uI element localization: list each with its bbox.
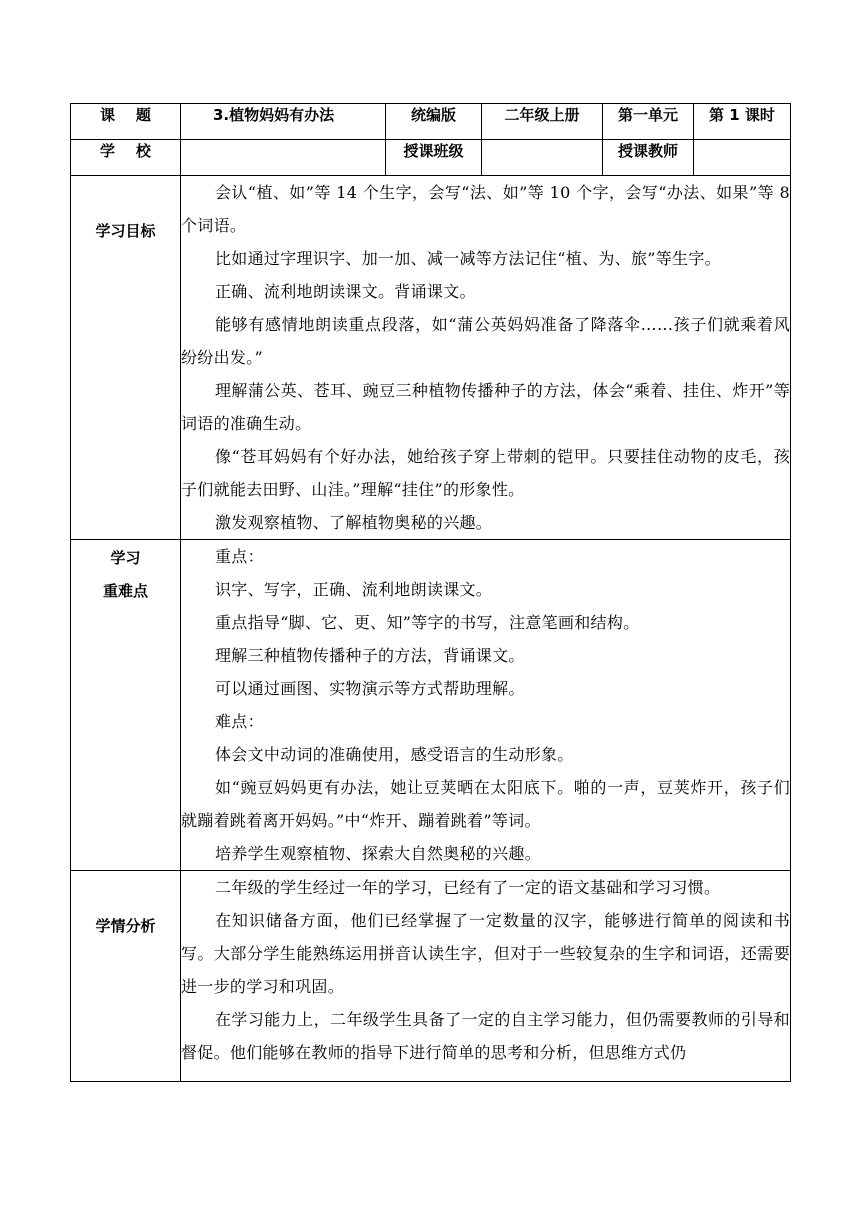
keypoint-heading: 重点：	[215, 547, 264, 566]
objective-paragraph: 会认“植、如”等 14 个生字，会写“法、如”等 10 个字，会写“办法、如果”等 8 个词语。	[181, 183, 790, 235]
objectives-label-cell	[71, 176, 181, 540]
analysis-paragraph: 在知识储备方面，他们已经掌握了一定数量的汉字，能够进行简单的阅读和书写。大部分学生能熟练运用拼音认读生字，但对于一些较复杂的生字和词语，还需要进一步的学习和巩固。	[181, 911, 790, 996]
keypoint-paragraph: 如“豌豆妈妈更有办法，她让豆荚晒在太阳底下。啪的一声，豆荚炸开，孩子们就蹦着跳着离开妈妈。”中“炸开、蹦着跳着”等词。	[181, 778, 790, 830]
period-cell: 第 1 课时	[694, 104, 791, 140]
analysis-text-clip	[181, 871, 790, 1081]
keypoints-row	[71, 540, 791, 871]
objective-paragraph: 比如通过字理识字、加一加、减一减等方法记住“植、为、旅”等生字。	[215, 249, 721, 268]
keypoint-paragraph: 体会文中动词的准确使用，感受语言的生动形象。	[215, 745, 574, 764]
keypoint-paragraph: 可以通过画图、实物演示等方式帮助理解。	[215, 679, 525, 698]
header-row-school	[71, 140, 791, 176]
objective-paragraph: 能够有感情地朗读重点段落，如“蒲公英妈妈准备了降落伞……孩子们就乘着风纷纷出发。”	[181, 315, 790, 367]
difficulty-heading: 难点：	[215, 712, 264, 731]
header-row-topic	[71, 104, 791, 140]
analysis-row	[71, 871, 791, 1082]
analysis-paragraph: 二年级的学生经过一年的学习，已经有了一定的语文基础和学习习惯。	[215, 878, 721, 897]
keypoints-label-line1: 学习	[110, 549, 141, 567]
topic-value: 3.植物妈妈有办法	[181, 104, 386, 140]
school-label: 学 校	[71, 140, 181, 176]
keypoint-paragraph: 培养学生观察植物、探索大自然奥秘的兴趣。	[215, 844, 542, 863]
objective-paragraph: 像“苍耳妈妈有个好办法，她给孩子穿上带刺的铠甲。只要挂住动物的皮毛，孩子们就能去田野、山洼。”理解“挂住”的形象性。	[181, 447, 790, 499]
class-label: 授课班级	[386, 140, 482, 176]
keypoints-body	[181, 540, 791, 871]
keypoints-label-line2: 重难点	[102, 582, 148, 600]
objectives-body	[181, 176, 791, 540]
objective-paragraph: 正确、流利地朗读课文。背诵课文。	[215, 282, 476, 301]
analysis-paragraph: 在学习能力上，二年级学生具备了一定的自主学习能力，但仍需要教师的引导和督促。他们能够在教师的指导下进行简单的思考和分析，但思维方式仍	[181, 1010, 790, 1062]
lesson-plan-page	[70, 103, 790, 1082]
objective-paragraph: 理解蒲公英、苍耳、豌豆三种植物传播种子的方法，体会“乘着、挂住、炸开”等词语的准确生动。	[181, 381, 790, 433]
objectives-label: 学习目标	[95, 222, 156, 240]
class-value	[482, 140, 603, 176]
lesson-plan-table	[70, 103, 791, 1082]
analysis-body	[181, 871, 791, 1082]
analysis-label-cell	[71, 871, 181, 1082]
keypoint-paragraph: 识字、写字，正确、流利地朗读课文。	[215, 580, 493, 599]
teacher-value	[694, 140, 791, 176]
keypoint-paragraph: 理解三种植物传播种子的方法，背诵课文。	[215, 646, 525, 665]
topic-label: 课 题	[71, 104, 181, 140]
unit-cell: 第一单元	[603, 104, 694, 140]
teacher-label: 授课教师	[603, 140, 694, 176]
school-value	[181, 140, 386, 176]
keypoints-label-cell	[71, 540, 181, 871]
analysis-label: 学情分析	[95, 917, 156, 935]
edition-cell: 统编版	[386, 104, 482, 140]
objectives-row	[71, 176, 791, 540]
keypoint-paragraph: 重点指导“脚、它、更、知”等字的书写，注意笔画和结构。	[215, 613, 640, 632]
grade-cell: 二年级上册	[482, 104, 603, 140]
objective-paragraph: 激发观察植物、了解植物奥秘的兴趣。	[215, 513, 493, 532]
